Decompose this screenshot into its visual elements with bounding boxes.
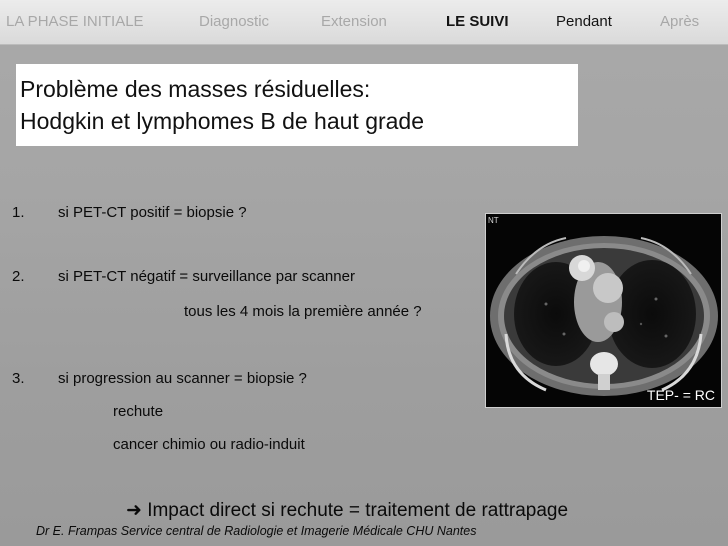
nav-item-extension[interactable]: Extension bbox=[321, 13, 387, 30]
slide-title-line-2: Hodgkin et lymphomes B de haut grade bbox=[20, 108, 425, 134]
nav-item-le-suivi[interactable]: LE SUIVI bbox=[446, 13, 509, 30]
list-item-2-subtext: tous les 4 mois la première année ? bbox=[184, 303, 422, 320]
ct-scan-illustration bbox=[486, 214, 721, 407]
list-number-2: 2. bbox=[12, 268, 25, 285]
nav-item-pendant[interactable]: Pendant bbox=[556, 13, 612, 30]
slide-title-line-1: Problème des masses résiduelles: bbox=[20, 76, 371, 102]
ct-corner-text: NT bbox=[488, 216, 499, 225]
impact-text: Impact direct si rechute = traitement de rattrapage bbox=[147, 500, 569, 521]
list-item-3-text: si progression au scanner = biopsie ? bbox=[58, 370, 307, 387]
nav-item-phase-initiale[interactable]: LA PHASE INITIALE bbox=[6, 13, 144, 30]
list-item-3-subtext-rechute: rechute bbox=[113, 403, 164, 420]
list-number-1: 1. bbox=[12, 204, 25, 221]
slide-title-box bbox=[16, 64, 578, 146]
top-navigation-bar bbox=[0, 0, 728, 45]
list-item-3-subtext-cancer: cancer chimio ou radio-induit bbox=[113, 436, 305, 453]
nav-item-apres[interactable]: Après bbox=[660, 13, 700, 30]
list-item-1-text: si PET-CT positif = biopsie ? bbox=[58, 204, 247, 221]
ct-image-label: TEP- = RC bbox=[646, 387, 715, 403]
list-number-3: 3. bbox=[12, 370, 25, 387]
ct-scan-image bbox=[485, 213, 722, 408]
nav-item-diagnostic[interactable]: Diagnostic bbox=[199, 13, 270, 30]
footer-credit: Dr E. Frampas Service central de Radiologie et Imagerie Médicale CHU Nantes bbox=[36, 524, 477, 538]
impact-statement bbox=[126, 499, 568, 522]
right-arrow-icon: ➜ bbox=[126, 500, 142, 521]
list-item-2-text: si PET-CT négatif = surveillance par scanner bbox=[58, 268, 355, 285]
